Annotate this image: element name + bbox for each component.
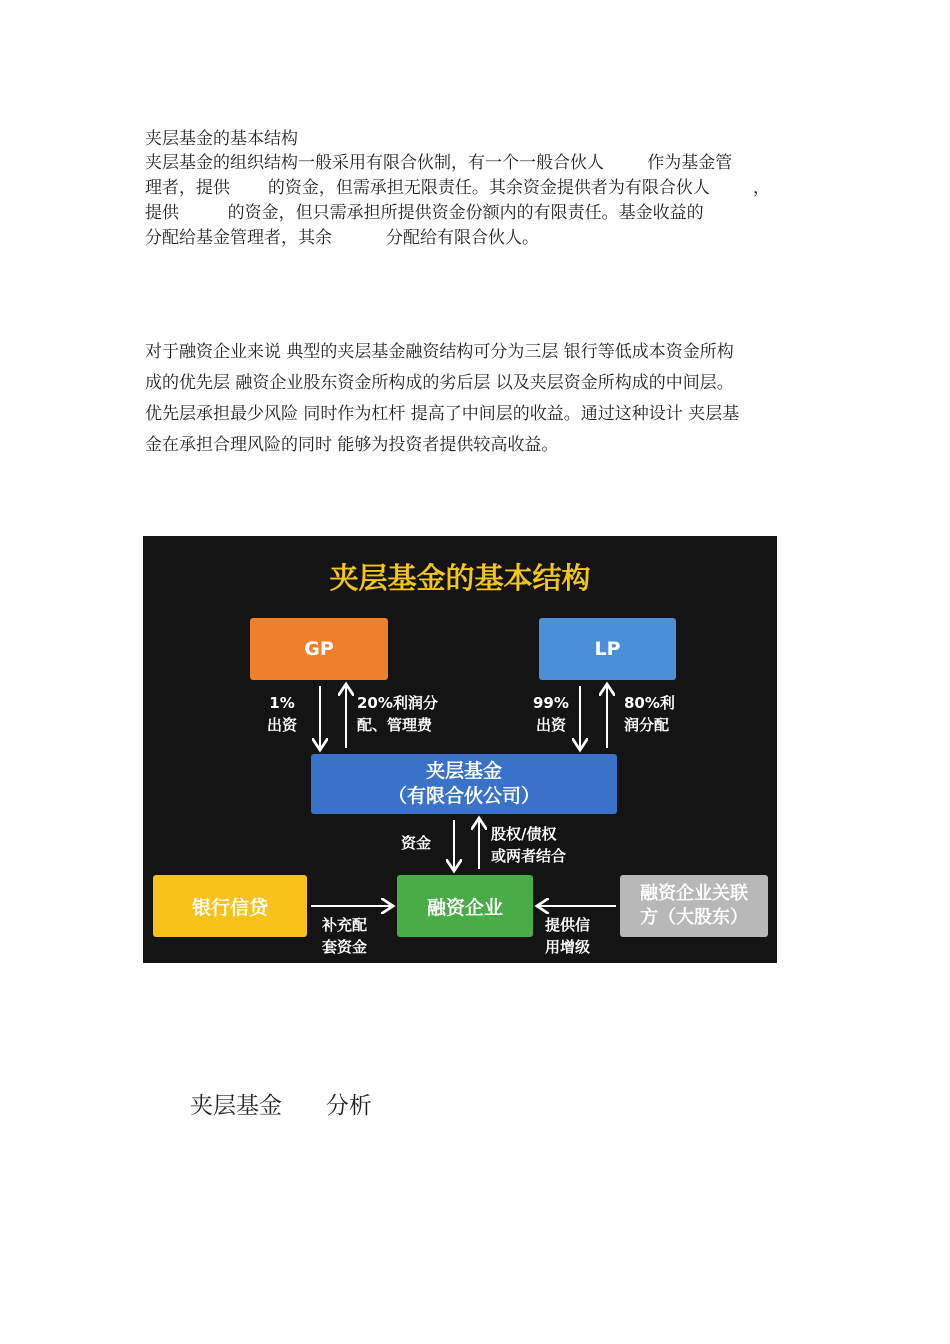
financing-company-box: 融资企业	[397, 875, 533, 937]
paragraph-1-line: 提供 的资金，但只需承担所提供资金份额内的有限责任。基金收益的	[145, 203, 704, 223]
paragraph-2-line: 金在承担合理风险的同时 能够为投资者提供较高收益。	[145, 435, 559, 455]
lp-down-label: 99% 出资	[533, 694, 569, 734]
paragraph-2-line: 优先层承担最少风险 同时作为杠杆 提高了中间层的收益。通过这种设计 夹层基	[145, 404, 740, 424]
gp-up-label: 20%利润分 配、管理费	[357, 694, 438, 734]
paragraph-2-line: 成的优先层 融资企业股东资金所构成的劣后层 以及夹层资金所构成的中间层。	[145, 373, 734, 393]
section-title: 夹层基金 分析	[190, 1093, 372, 1119]
paragraph-2-line: 对于融资企业来说 典型的夹层基金融资结构可分为三层 银行等低成本资金所构	[145, 342, 734, 362]
lp-up-label: 80%利 润分配	[624, 694, 675, 734]
fund-box-line: 夹层基金	[425, 760, 502, 782]
fund-box	[311, 754, 617, 814]
related-arrow-label: 提供信 用增级	[545, 916, 591, 956]
paragraph-1-line: 理者，提供 的资金，但需承担无限责任。其余资金提供者为有限合伙人 ，	[145, 178, 771, 198]
fund-up-label: 股权/债权 或两者结合	[491, 825, 567, 865]
heading: 夹层基金的基本结构	[145, 129, 298, 149]
related-party-line: 方（大股东）	[640, 907, 748, 928]
related-party-line: 融资企业关联	[640, 883, 748, 904]
lp-box: LP	[539, 618, 676, 680]
diagram-title: 夹层基金的基本结构	[329, 561, 591, 595]
paragraph-1	[145, 151, 770, 251]
related-party-box	[620, 875, 768, 937]
paragraph-2	[145, 337, 739, 461]
bank-arrow-label: 补充配 套资金	[322, 916, 368, 956]
fund-down-label: 资金	[401, 834, 432, 852]
gp-down-label: 1% 出资	[267, 694, 298, 734]
gp-box: GP	[250, 618, 388, 680]
structure-diagram	[143, 536, 777, 963]
paragraph-1-line: 夹层基金的组织结构一般采用有限合伙制，有一个一般合伙人 作为基金管	[145, 153, 733, 173]
bank-credit-box: 银行信贷	[153, 875, 307, 937]
paragraph-1-line: 分配给基金管理者，其余 分配给有限合伙人。	[145, 228, 540, 248]
fund-box-line: （有限合伙公司）	[387, 785, 540, 807]
